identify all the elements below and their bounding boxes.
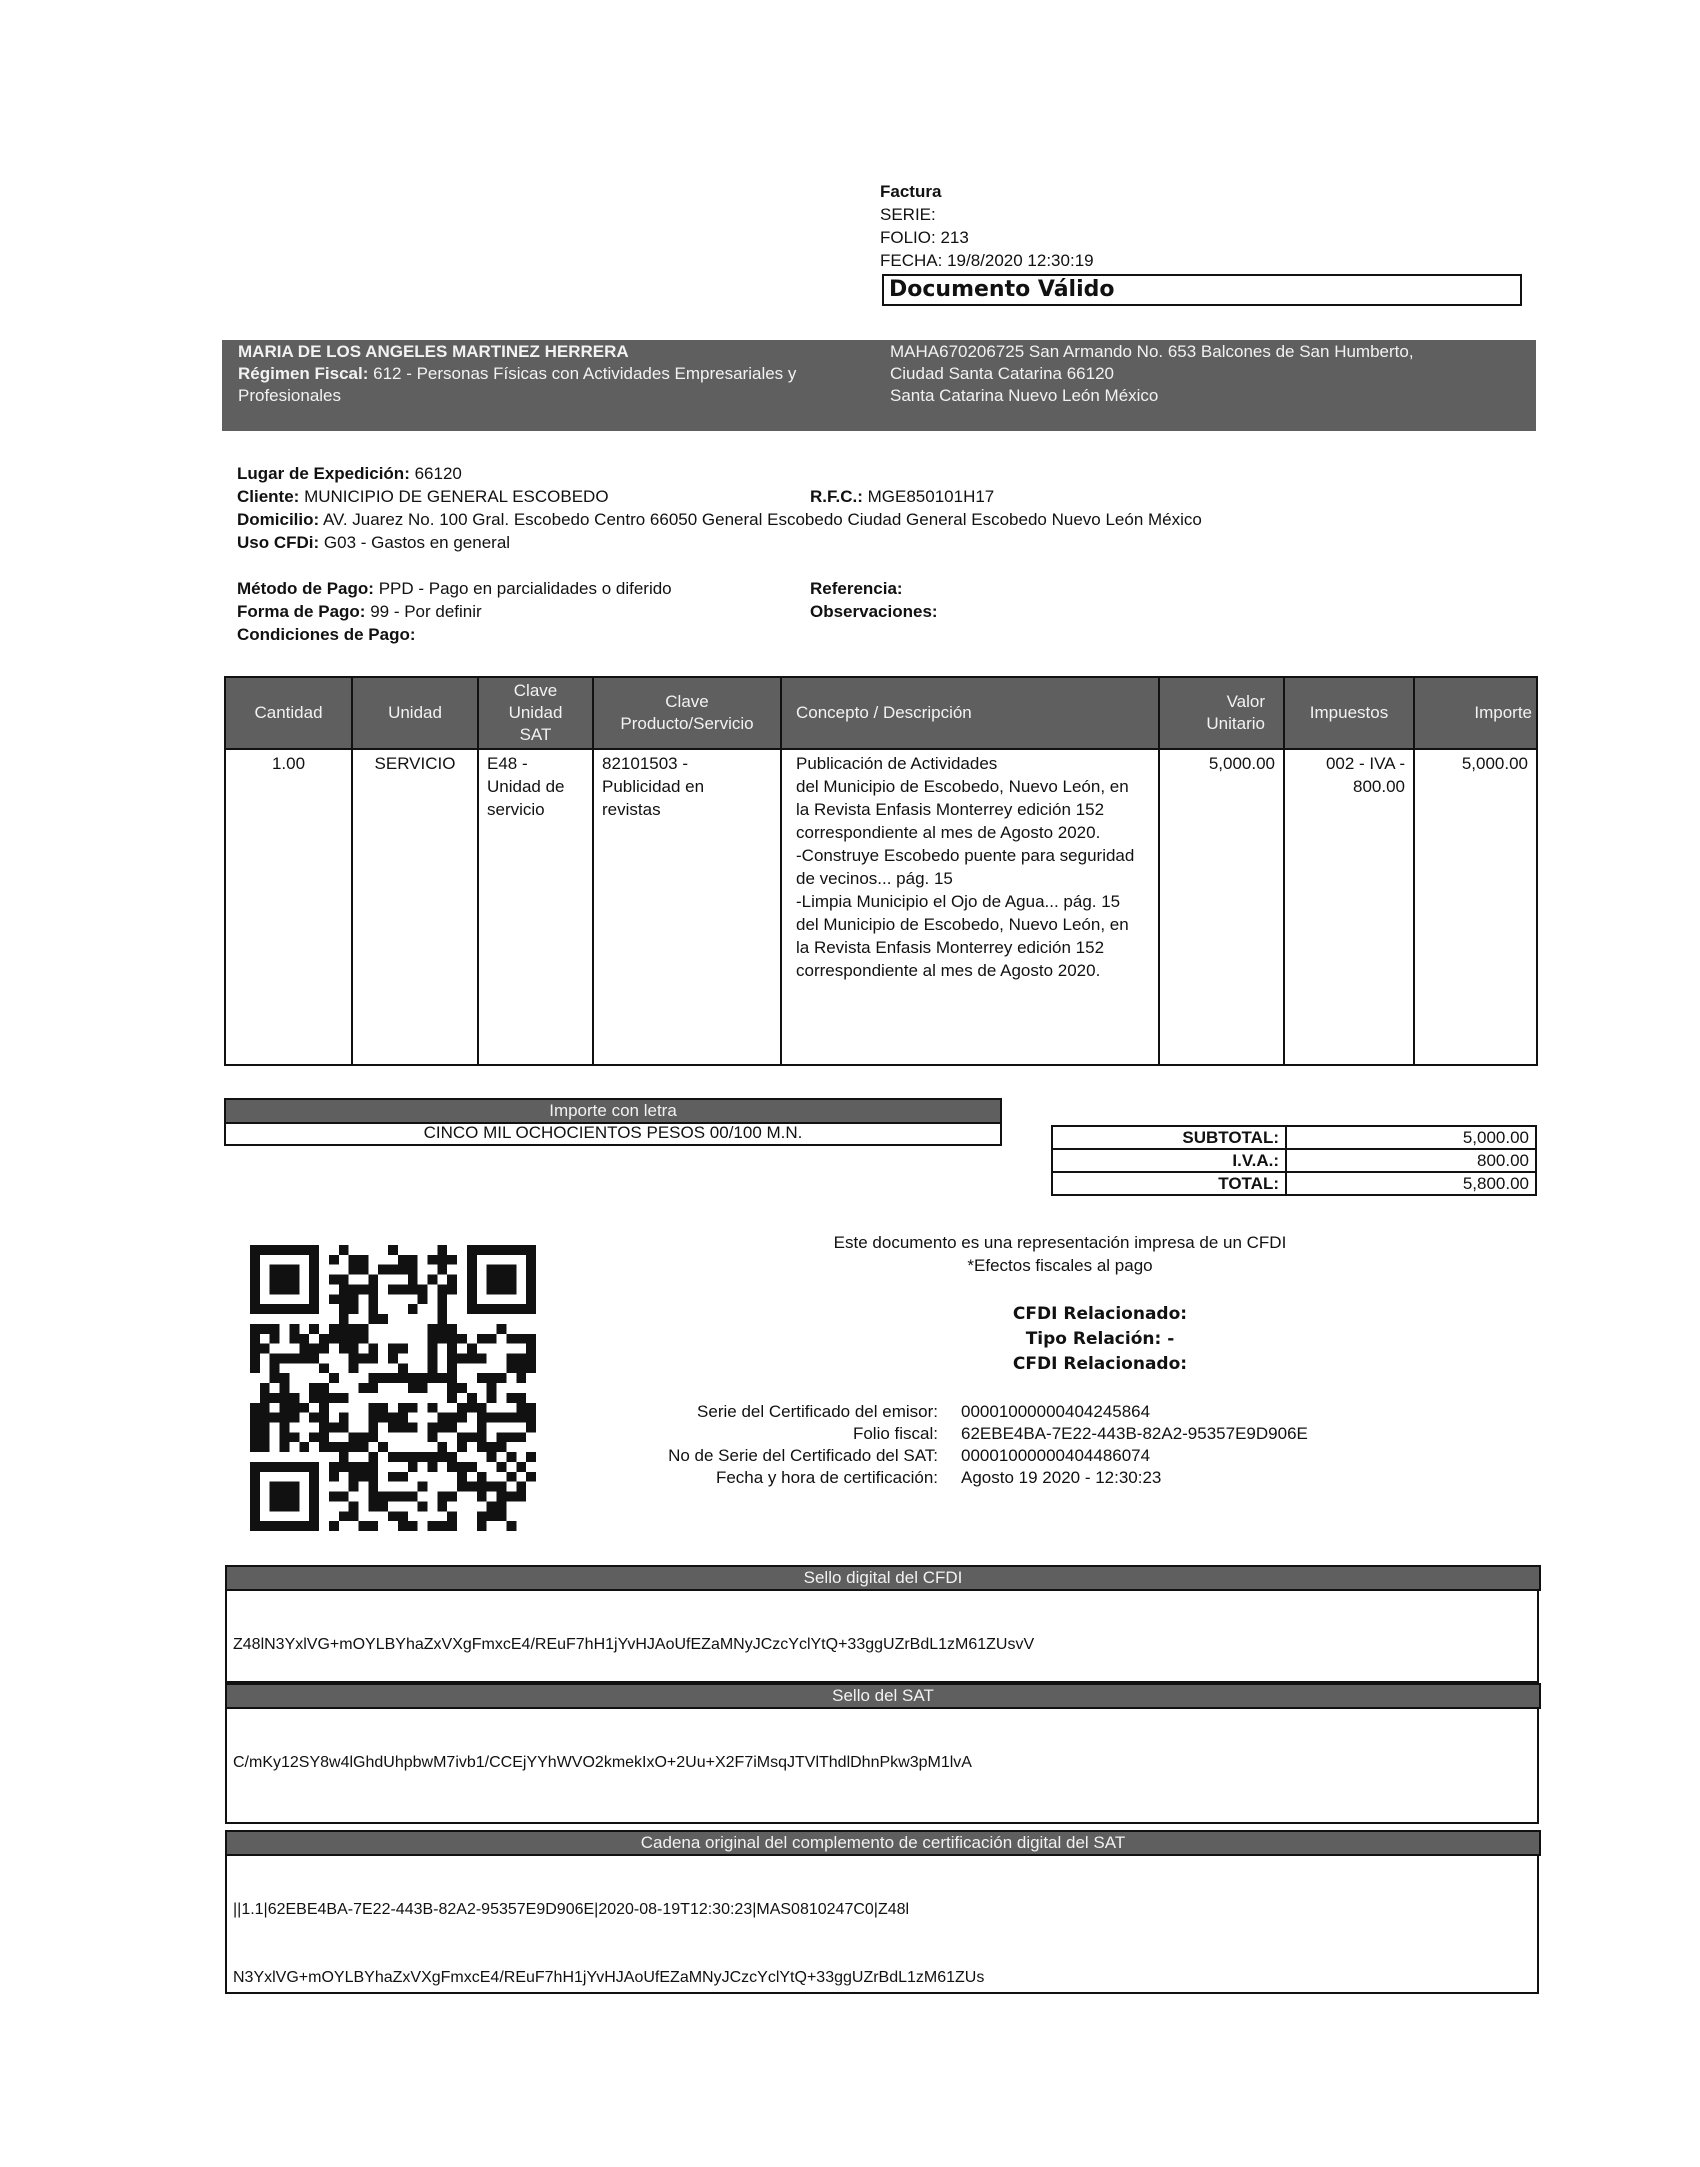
clave-unidad-line: Unidad de (487, 777, 565, 796)
forma-label: Forma de Pago: (237, 602, 366, 621)
subtotal-label: SUBTOTAL: (1052, 1126, 1286, 1149)
impuestos-line: 800.00 (1353, 777, 1405, 796)
concepto-line: correspondiente al mes de Agosto 2020. (796, 961, 1101, 980)
fecha-label: FECHA: (880, 251, 943, 270)
col-clave-producto (593, 677, 781, 749)
invoice-fecha (880, 249, 1094, 272)
cadena-original-header: Cadena original del complemento de certificación digital del SAT (225, 1830, 1541, 1856)
invoice-header (880, 180, 1094, 272)
iva-value: 800.00 (1286, 1149, 1536, 1172)
clave-prod-line: 82101503 - (602, 754, 689, 773)
valor-h1: Valor (1226, 692, 1265, 711)
note-line-1: Este documento es una representación impresa de un CFDI (833, 1233, 1287, 1252)
impuestos-line: 002 - IVA - (1325, 754, 1405, 773)
clave-prod-line: revistas (602, 800, 661, 819)
cell-valor-unitario: 5,000.00 (1159, 749, 1284, 1065)
concepto-line: correspondiente al mes de Agosto 2020. (796, 823, 1101, 842)
observaciones: Observaciones: (810, 602, 938, 621)
concepto-line: del Municipio de Escobedo, Nuevo León, en (796, 915, 1129, 934)
col-cantidad: Cantidad (225, 677, 352, 749)
document-status-box: Documento Válido (882, 274, 1522, 306)
sello-sat-header: Sello del SAT (225, 1683, 1541, 1709)
lugar-label: Lugar de Expedición: (237, 464, 410, 483)
concepto-line: -Construye Escobedo puente para seguridad (796, 846, 1135, 865)
serie-label: SERIE: (880, 205, 936, 224)
cell-impuestos (1284, 749, 1414, 1065)
col-unidad: Unidad (352, 677, 478, 749)
cell-importe: 5,000.00 (1414, 749, 1537, 1065)
concepto-line: del Municipio de Escobedo, Nuevo León, en (796, 777, 1129, 796)
sello-sat-body (225, 1707, 1539, 1824)
cadena-line: N3YxlVG+mOYLBYhaZxVXgFmxcE4/REuF7hH1jYvHJAoUfEZaMNyJCzcYclYtQ+33ggUZrBdL1zM61ZUs (233, 1968, 985, 1986)
uso-cfdi (237, 531, 510, 554)
items-table (224, 676, 1538, 1066)
amount-words-value: CINCO MIL OCHOCIENTOS PESOS 00/100 M.N. (224, 1122, 1002, 1146)
cliente (237, 485, 609, 508)
col-impuestos: Impuestos (1284, 677, 1414, 749)
clave-prod-h1: Clave (665, 692, 709, 711)
forma-value: 99 - Por definir (370, 602, 482, 621)
cfdi-note (780, 1231, 1340, 1277)
total-value: 5,800.00 (1286, 1172, 1536, 1195)
concepto-line: -Limpia Municipio el Ojo de Agua... pág. 15 (796, 892, 1121, 911)
col-concepto: Concepto / Descripción (781, 677, 1159, 749)
serie-emisor-value: 00001000000404245864 (961, 1402, 1151, 1421)
fecha-value: 19/8/2020 12:30:19 (947, 251, 1094, 270)
folio-label: FOLIO: (880, 228, 936, 247)
uso-value: G03 - Gastos en general (323, 533, 511, 552)
metodo-label: Método de Pago: (237, 579, 374, 598)
issuer-address (890, 341, 1414, 407)
total-row (1052, 1172, 1536, 1195)
sello-sat-line: C/mKy12SY8w4lGhdUhpbwM7ivb1/CCEjYYhWVO2kmekIxO+2Uu+X2F7iMsqJTVlThdlDhnPkw3pM1lvA (233, 1754, 972, 1771)
issuer-info (238, 341, 796, 407)
regimen-label: Régimen Fiscal: (238, 364, 369, 383)
clave-unidad-line: E48 - (487, 754, 528, 773)
rfc-label: R.F.C.: (810, 487, 863, 506)
serie-sat-label: No de Serie del Certificado del SAT: (668, 1446, 938, 1465)
cell-cantidad: 1.00 (225, 749, 352, 1065)
concepto-line: la Revista Enfasis Monterrey edición 152 (796, 938, 1105, 957)
subtotal-row (1052, 1126, 1536, 1149)
serie-sat-value: 00001000000404486074 (961, 1446, 1151, 1465)
regimen-value: 612 - Personas Físicas con Actividades Empresariales y (373, 364, 797, 383)
amount-words-header: Importe con letra (224, 1098, 1002, 1124)
clave-unidad-h2: Unidad (508, 703, 563, 722)
col-clave-unidad (478, 677, 593, 749)
serie-emisor-label: Serie del Certificado del emisor: (697, 1402, 938, 1421)
issuer-name: MARIA DE LOS ANGELES MARTINEZ HERRERA (238, 342, 629, 361)
cfdi-relacionado: CFDI Relacionado: (1012, 1354, 1188, 1374)
subtotal-value: 5,000.00 (1286, 1126, 1536, 1149)
folio-value: 213 (940, 228, 969, 247)
cadena-original-body (225, 1854, 1539, 1994)
address-line-3: Santa Catarina Nuevo León México (890, 386, 1159, 405)
clave-unidad-h3: SAT (519, 725, 552, 744)
cadena-line: ||1.1|62EBE4BA-7E22-443B-82A2-95357E9D906E|2020-08-19T12:30:23|MAS0810247C0|Z48l (233, 1901, 910, 1918)
domicilio-label: Domicilio: (237, 510, 320, 529)
domicilio-value: AV. Juarez No. 100 Gral. Escobedo Centro 66050 General Escobedo Ciudad General Escobedo Nuevo León México (322, 510, 1202, 529)
folio-fiscal-value: 62EBE4BA-7E22-443B-82A2-95357E9D906E (961, 1424, 1308, 1443)
issuer-regimen-cont: Profesionales (238, 386, 342, 405)
forma-pago (237, 600, 482, 623)
referencia: Referencia: (810, 579, 903, 598)
sello-cfdi-header: Sello digital del CFDI (225, 1565, 1541, 1591)
concepto-line: la Revista Enfasis Monterrey edición 152 (796, 800, 1105, 819)
cliente-value: MUNICIPIO DE GENERAL ESCOBEDO (304, 487, 609, 506)
table-header-row (225, 677, 1537, 749)
lugar-value: 66120 (414, 464, 462, 483)
rfc (810, 485, 994, 508)
sello-cfdi-body (225, 1589, 1539, 1683)
clave-unidad-line: servicio (487, 800, 545, 819)
invoice-type: Factura (880, 182, 942, 201)
note-line-2: *Efectos fiscales al pago (967, 1256, 1153, 1275)
lugar-expedicion (237, 462, 462, 485)
issuer-banner (222, 340, 1536, 431)
address-line-2: Ciudad Santa Catarina 66120 (890, 364, 1114, 383)
address-line-1: MAHA670206725 San Armando No. 653 Balcones de San Humberto, (890, 342, 1414, 361)
col-valor-unitario (1159, 677, 1284, 749)
valor-h2: Unitario (1206, 714, 1265, 733)
cliente-label: Cliente: (237, 487, 300, 506)
concepto-line: Publicación de Actividades (796, 754, 998, 773)
clave-unidad-h1: Clave (513, 681, 558, 700)
cell-clave-producto (593, 749, 781, 1065)
invoice-folio (880, 226, 1094, 249)
cell-clave-unidad (478, 749, 593, 1065)
clave-prod-h2: Producto/Servicio (620, 714, 754, 733)
cell-concepto (781, 749, 1159, 1065)
rfc-value: MGE850101H17 (867, 487, 995, 506)
sello-cfdi-line: Z48lN3YxlVG+mOYLBYhaZxVXgFmxcE4/REuF7hH1jYvHJAoUfEZaMNyJCzcYclYtQ+33ggUZrBdL1zM61ZUsvV (233, 1636, 1035, 1653)
tipo-relacion: Tipo Relación: - (1025, 1329, 1175, 1349)
certificate-labels (600, 1401, 938, 1489)
fecha-cert-label: Fecha y hora de certificación: (715, 1468, 938, 1487)
folio-fiscal-label: Folio fiscal: (852, 1424, 938, 1443)
cell-unidad: SERVICIO (352, 749, 478, 1065)
issuer-regimen (238, 363, 796, 385)
metodo-value: PPD - Pago en parcialidades o diferido (378, 579, 672, 598)
sello-sat-line (233, 1820, 1533, 1825)
invoice-serie (880, 203, 1094, 226)
certificate-values (961, 1401, 1308, 1489)
total-label: TOTAL: (1052, 1172, 1286, 1195)
qr-code-icon (250, 1245, 536, 1531)
iva-row (1052, 1149, 1536, 1172)
table-row (225, 749, 1537, 1065)
condiciones-pago: Condiciones de Pago: (237, 625, 416, 644)
fecha-cert-value: Agosto 19 2020 - 12:30:23 (961, 1468, 1162, 1487)
domicilio (237, 508, 1202, 531)
uso-label: Uso CFDi: (237, 533, 320, 552)
totals-table (1051, 1125, 1537, 1196)
iva-label: I.V.A.: (1052, 1149, 1286, 1172)
col-importe: Importe (1414, 677, 1537, 749)
concepto-line: de vecinos... pág. 15 (796, 869, 953, 888)
related-cfdi (900, 1302, 1300, 1377)
clave-prod-line: Publicidad en (602, 777, 705, 796)
cfdi-relacionado: CFDI Relacionado: (1012, 1304, 1188, 1324)
metodo-pago (237, 577, 672, 600)
